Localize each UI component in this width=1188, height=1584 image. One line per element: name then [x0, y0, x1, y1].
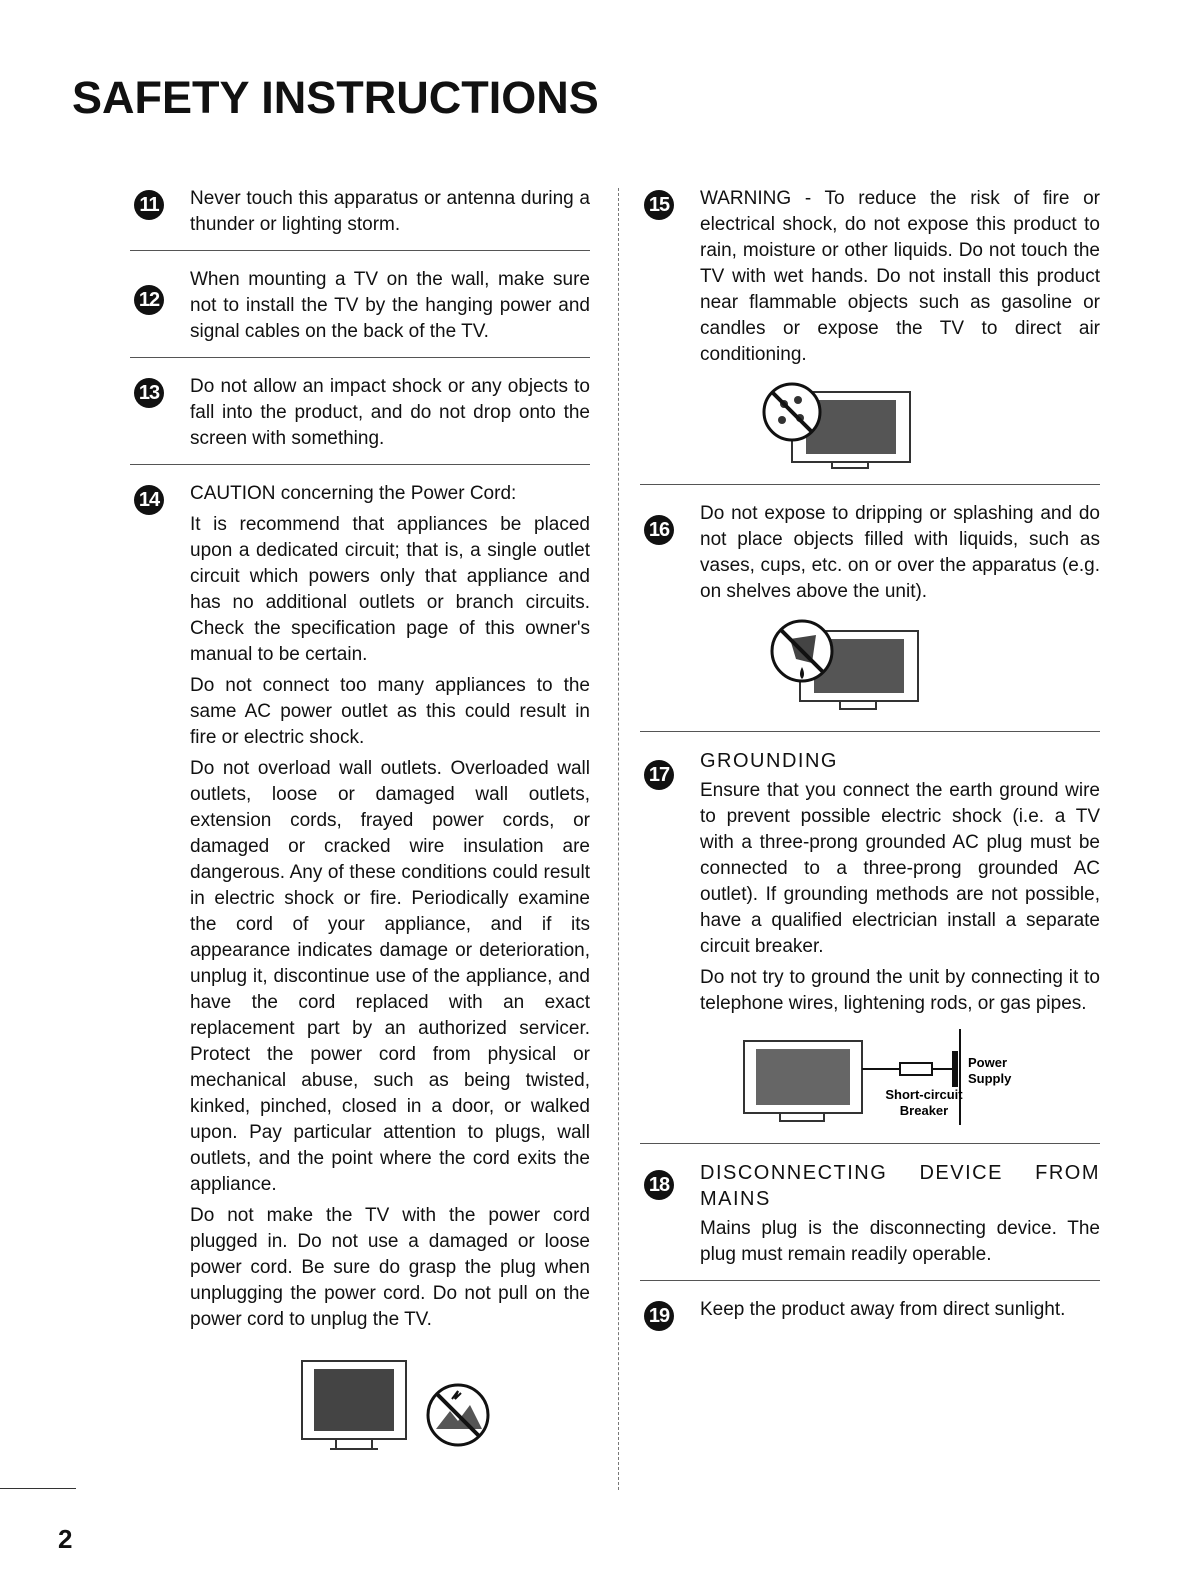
divider — [130, 464, 590, 465]
divider — [640, 1143, 1100, 1144]
page-number: 2 — [58, 1524, 73, 1554]
instruction-text: When mounting a TV on the wall, make sure not to install the TV by the hanging power and signal cables on the back of the TV. — [190, 269, 590, 342]
item-number-badge: 16 — [644, 515, 674, 545]
section-heading: DISCONNECTING DEVICE FROM MAINS — [700, 1162, 1100, 1210]
item-number-badge: 19 — [644, 1301, 674, 1331]
instruction-text: Do not make the TV with the power cord plugged in. Do not use a damaged or loose power cord. Be sure do grasp the plug when unplugging the power cord. Do not pull on the power cord to unplug the TV. — [190, 1205, 590, 1330]
breaker-label-2: Breaker — [899, 1103, 949, 1118]
power-supply-label: Power — [968, 1055, 1008, 1070]
instruction-text: Mains plug is the disconnecting device. The plug must remain readily operable. — [700, 1218, 1100, 1265]
tv-thunder-illustration — [300, 1359, 500, 1469]
instruction-text: Do not expose to dripping or splashing and do not place objects filled with liquids, such as vases, cups, etc. on or over the apparatus (e.g. on shelves above the unit). — [700, 503, 1100, 602]
item-number-badge: 17 — [644, 760, 674, 790]
left-column — [130, 186, 590, 1469]
divider — [640, 484, 1100, 485]
instruction-11 — [130, 186, 590, 238]
instruction-13 — [130, 374, 590, 452]
divider — [130, 357, 590, 358]
divider — [640, 1280, 1100, 1281]
instruction-text: Do not allow an impact shock or any objects to fall into the product, and do not drop onto the screen with something. — [190, 376, 590, 449]
caution-heading: CAUTION concerning the Power Cord: — [190, 483, 517, 504]
instruction-text: Ensure that you connect the earth ground wire to prevent possible electric shock (i.e. a TV with a three-prong grounded AC plug must be connected to a three-prong grounded AC outlet). If grounding methods are not possible, have a qualified electrician install a separate circuit breaker. — [700, 780, 1100, 957]
right-column — [640, 186, 1100, 1328]
instruction-18 — [640, 1160, 1100, 1268]
item-number-badge: 15 — [644, 190, 674, 220]
instruction-text: Do not overload wall outlets. Overloaded wall outlets, loose or damaged wall outlets, extension cords, frayed power cords, or damaged or cracked wire insulation are dangerous. Any of these conditions could result in electric shock or fire. Periodically examine the cord of your appliance, and if its appearance indicates damage or deterioration, unplug it, discontinue use of the appliance, and have the cord replaced with an exact replacement part by an authorized servicer. Protect the power cord from physical or mechanical abuse, such as being twisted, kinked, pinched, closed in a door, or walked upon. Pay particular attention to plugs, wall outlets, and the point where the cord exits the appliance. — [190, 758, 590, 1195]
column-divider — [618, 188, 619, 1490]
instruction-15 — [640, 186, 1100, 368]
item-number-badge: 12 — [134, 285, 164, 315]
page-title: SAFETY INSTRUCTIONS — [72, 72, 599, 123]
item-number-badge: 18 — [644, 1170, 674, 1200]
power-supply-label-2: Supply — [968, 1071, 1012, 1086]
divider — [130, 250, 590, 251]
instruction-text: Do not connect too many appliances to the same AC power outlet as this could result in fire or electric shock. — [190, 675, 590, 748]
item-number-badge: 11 — [134, 190, 164, 220]
breaker-label: Short-circuit — [885, 1087, 963, 1102]
instruction-14 — [130, 481, 590, 1333]
grounding-diagram — [740, 1029, 1030, 1129]
item-number-badge: 13 — [134, 378, 164, 408]
tv-rain-illustration — [760, 380, 920, 470]
instruction-17 — [640, 748, 1100, 1017]
instruction-text: It is recommend that appliances be placed upon a dedicated circuit; that is, a single outlet circuit which powers only that appliance and has no additional outlets or branch circuits. Check the specification page of this owner's manual to be certain. — [190, 514, 590, 665]
instruction-12 — [130, 267, 590, 345]
instruction-text: WARNING - To reduce the risk of fire or electrical shock, do not expose this product to rain, moisture or other liquids. Do not touch the TV with wet hands. Do not install this product near flammable objects such as gasoline or candles or expose the TV to direct air conditioning. — [700, 188, 1100, 365]
instruction-19 — [640, 1297, 1100, 1327]
divider — [640, 731, 1100, 732]
tv-liquid-illustration — [768, 617, 928, 717]
section-heading: GROUNDING — [700, 750, 838, 772]
item-number-badge: 14 — [134, 485, 164, 515]
footer-rule — [0, 1488, 76, 1489]
instruction-text: Keep the product away from direct sunlight. — [700, 1299, 1066, 1320]
instruction-16 — [640, 501, 1100, 605]
instruction-text: Do not try to ground the unit by connecting it to telephone wires, lightening rods, or gas pipes. — [700, 967, 1100, 1014]
instruction-text: Never touch this apparatus or antenna during a thunder or lighting storm. — [190, 188, 590, 235]
